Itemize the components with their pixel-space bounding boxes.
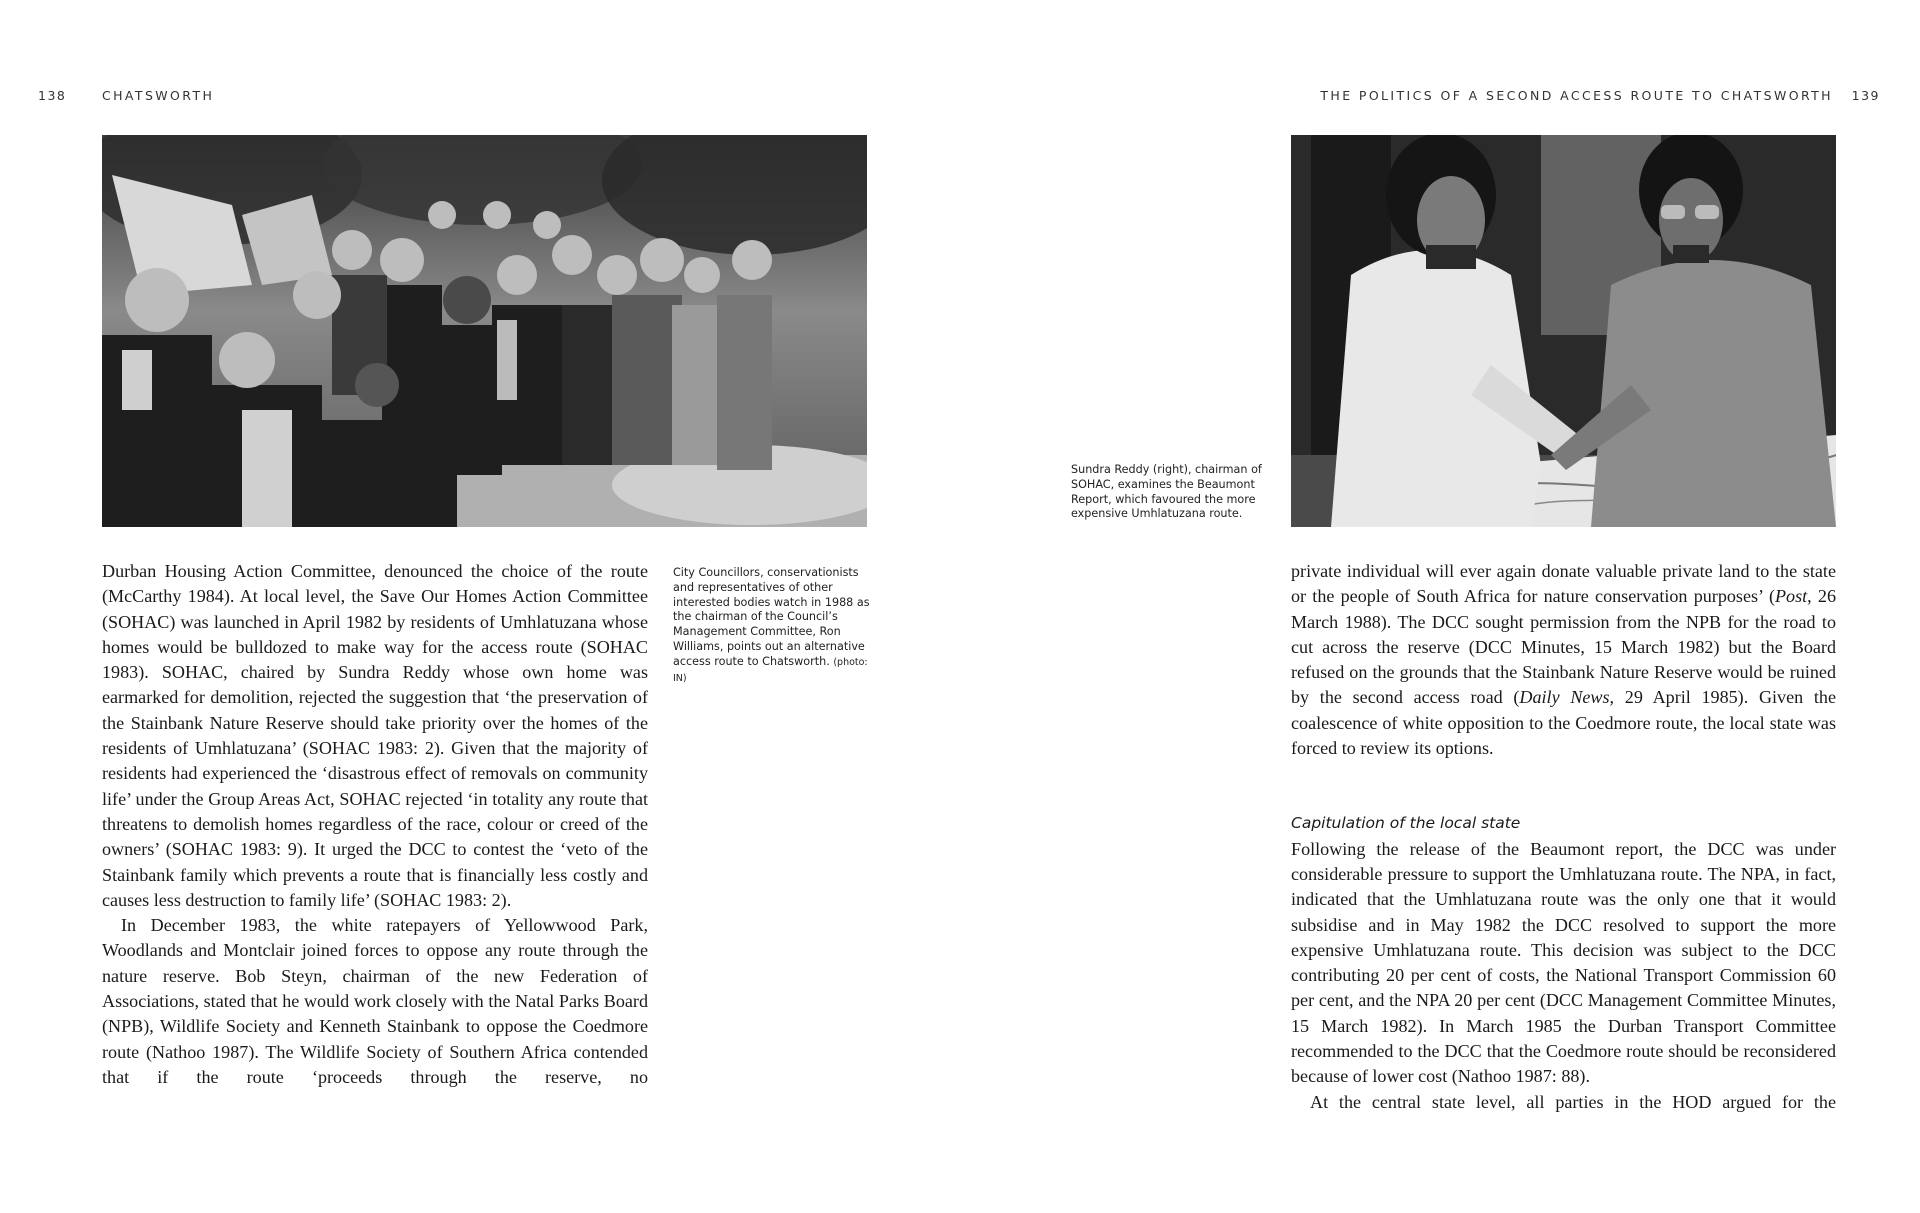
right-body-text	[1291, 559, 1836, 1115]
right-paragraph-1-part-b: , 26 March 1988). The DCC sought permission from the NPB for the road to cut across the reserve (DCC Minutes, 15 March 1982) but the Board refused on the grounds that the Stainbank Nature Reserve would be ruined by the second access road (	[1291, 586, 1836, 708]
two-men-photo	[1291, 135, 1836, 527]
right-running-head: THE POLITICS OF A SECOND ACCESS ROUTE TO CHATSWORTH	[1320, 88, 1833, 103]
right-paragraph-3: At the central state level, all parties in the HOD argued for the	[1310, 1091, 1836, 1112]
left-running-head: CHATSWORTH	[102, 88, 215, 103]
left-page-number: 138	[38, 88, 67, 103]
two-men-photo-caption: Sundra Reddy (right), chairman of SOHAC, examines the Beaumont Report, which favoured the more expensive Umhlatuzana route.	[1071, 463, 1262, 521]
two-men-photo-icon	[1291, 135, 1836, 527]
group-photo-caption-text: City Councillors, conservationists and representatives of other interested bodies watch in 1988 as the chairman of the Council’s Management Committee, Ron Williams, points out an alternative access route to Chatsworth.	[673, 566, 870, 668]
right-paragraph-1-citation-post: Post	[1774, 586, 1808, 607]
left-body-text	[102, 559, 648, 1090]
group-photo-caption	[673, 566, 873, 686]
section-subheading: Capitulation of the local state	[1291, 814, 1521, 833]
right-paragraph-1	[1291, 559, 1836, 761]
right-paragraph-1-part-a: private individual will ever again donate valuable private land to the state or the people of South Africa for nature conservation purposes’ (	[1291, 561, 1836, 607]
right-paragraph-1-citation-daily-news: Daily News	[1519, 687, 1610, 708]
right-paragraph-2: Following the release of the Beaumont report, the DCC was under considerable pressure to support the Umhlatuzana route. The NPA, in fact, indicated that the Umhlatuzana route was the only one that it would subsidise and in May 1982 the DCC resolved to support the more expensive Umhlatuzana route. This decision was subject to the DCC contributing 20 per cent of costs, the National Transport Commission 60 per cent, and the NPA 20 per cent (DCC Management Committee Minutes, 15 March 1982). In March 1985 the Durban Transport Committee recommended to the DCC that the Coedmore route should be reconsidered because of lower cost (Nathoo 1987: 88).	[1291, 838, 1836, 1087]
right-page-number: 139	[1851, 88, 1880, 103]
group-photo-credit: (photo: IN)	[673, 656, 868, 684]
group-photo	[102, 135, 867, 527]
right-paragraph-1-part-c: , 29 April 1985). Given the coalescence of white opposition to the Coedmore route, the local state was forced to review its options.	[1291, 687, 1836, 759]
group-photo-icon	[102, 135, 867, 527]
left-paragraph-2: In December 1983, the white ratepayers of Yellowwood Park, Woodlands and Montclair joined forces to oppose any route through the nature reserve. Bob Steyn, chairman of the new Federation of Associations, stated that he would work closely with the Natal Parks Board (NPB), Wildlife Society and Kenneth Stainbank to oppose the Coedmore route (Nathoo 1987). The Wildlife Society of Southern Africa contended that if the route ‘proceeds through the reserve, no	[102, 915, 648, 1087]
left-paragraph-1: Durban Housing Action Committee, denounced the choice of the route (McCarthy 1984). At local level, the Save Our Homes Action Committee (SOHAC) was launched in April 1982 by residents of Umhlatuzana whose homes would be bulldozed to make way for the access route (SOHAC 1983). SOHAC, chaired by Sundra Reddy whose own home was earmarked for demolition, rejected the suggestion that ‘the preservation of the Stainbank Nature Reserve should take priority over the homes of the residents of Umhlatuzana’ (SOHAC 1983: 2). Given that the majority of residents had experienced the ‘disastrous effect of removals on community life’ under the Group Areas Act, SOHAC rejected ‘in totality any route that threatens to demolish homes regardless of the race, colour or creed of the owners’ (SOHAC 1983: 9). It urged the DCC to contest the ‘veto of the Stainbank family which prevents a route that is financially less costly and causes less destruction to family life’ (SOHAC 1983: 2).	[102, 561, 648, 910]
section-spacer	[1291, 761, 1836, 811]
